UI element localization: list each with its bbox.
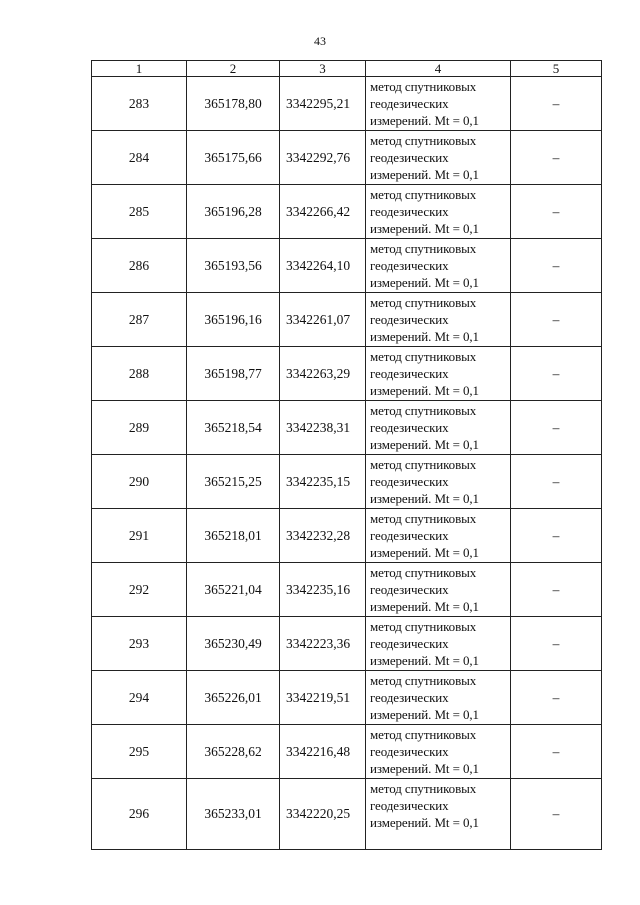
header-col-4: 4	[366, 61, 511, 77]
table-row	[92, 617, 602, 671]
x-coordinate-cell: 365228,62	[187, 725, 280, 779]
point-number-cell: 294	[92, 671, 187, 725]
y-coordinate-cell: 3342219,51	[280, 671, 366, 725]
method-cell	[366, 455, 511, 509]
method-text-line: измерений. Mt = 0,1	[370, 545, 479, 560]
method-text-line: измерений. Mt = 0,1	[370, 815, 479, 830]
method-text-line: метод спутниковых	[370, 457, 477, 472]
point-number-cell: 285	[92, 185, 187, 239]
method-cell	[366, 779, 511, 850]
method-text-line: геодезических	[370, 582, 449, 597]
note-cell: –	[511, 617, 602, 671]
x-coordinate-cell: 365196,28	[187, 185, 280, 239]
page-number: 43	[314, 34, 326, 48]
method-cell	[366, 239, 511, 293]
y-coordinate-cell: 3342238,31	[280, 401, 366, 455]
note-cell: –	[511, 185, 602, 239]
header-col-1: 1	[92, 61, 187, 77]
y-coordinate-cell: 3342232,28	[280, 509, 366, 563]
method-text-line: геодезических	[370, 150, 449, 165]
method-text-line: измерений. Mt = 0,1	[370, 761, 479, 776]
method-cell	[366, 401, 511, 455]
y-coordinate-cell: 3342216,48	[280, 725, 366, 779]
method-cell	[366, 131, 511, 185]
point-number-cell: 287	[92, 293, 187, 347]
table-row	[92, 293, 602, 347]
method-text-line: геодезических	[370, 204, 449, 219]
y-coordinate-cell: 3342223,36	[280, 617, 366, 671]
note-cell: –	[511, 347, 602, 401]
method-text-line: геодезических	[370, 420, 449, 435]
note-cell: –	[511, 671, 602, 725]
method-text-line: метод спутниковых	[370, 133, 477, 148]
table-row	[92, 131, 602, 185]
method-text-line: метод спутниковых	[370, 187, 477, 202]
point-number-cell: 293	[92, 617, 187, 671]
method-text-line: геодезических	[370, 636, 449, 651]
method-text-line: метод спутниковых	[370, 619, 477, 634]
y-coordinate-cell: 3342263,29	[280, 347, 366, 401]
table-header	[92, 61, 602, 77]
method-text-line: метод спутниковых	[370, 565, 477, 580]
point-number-cell: 283	[92, 77, 187, 131]
coordinates-table	[91, 60, 602, 850]
y-coordinate-cell: 3342266,42	[280, 185, 366, 239]
method-cell	[366, 77, 511, 131]
method-text-line: измерений. Mt = 0,1	[370, 653, 479, 668]
table-row	[92, 725, 602, 779]
method-cell	[366, 725, 511, 779]
note-cell: –	[511, 131, 602, 185]
method-text-line: геодезических	[370, 690, 449, 705]
method-text-line: измерений. Mt = 0,1	[370, 383, 479, 398]
note-cell: –	[511, 77, 602, 131]
note-cell: –	[511, 293, 602, 347]
x-coordinate-cell: 365230,49	[187, 617, 280, 671]
method-text-line: измерений. Mt = 0,1	[370, 437, 479, 452]
x-coordinate-cell: 365193,56	[187, 239, 280, 293]
x-coordinate-cell: 365226,01	[187, 671, 280, 725]
method-text-line: измерений. Mt = 0,1	[370, 221, 479, 236]
note-cell: –	[511, 401, 602, 455]
header-col-2: 2	[187, 61, 280, 77]
table-body	[92, 77, 602, 850]
point-number-cell: 290	[92, 455, 187, 509]
note-cell: –	[511, 563, 602, 617]
point-number-cell: 296	[92, 779, 187, 850]
method-text-line: геодезических	[370, 312, 449, 327]
method-text-line: геодезических	[370, 744, 449, 759]
table-row	[92, 671, 602, 725]
method-text-line: измерений. Mt = 0,1	[370, 599, 479, 614]
note-cell: –	[511, 455, 602, 509]
point-number-cell: 295	[92, 725, 187, 779]
method-text-line: измерений. Mt = 0,1	[370, 707, 479, 722]
table-row	[92, 77, 602, 131]
method-cell	[366, 293, 511, 347]
y-coordinate-cell: 3342235,15	[280, 455, 366, 509]
y-coordinate-cell: 3342235,16	[280, 563, 366, 617]
table-row	[92, 779, 602, 850]
method-text-line: метод спутниковых	[370, 241, 477, 256]
point-number-cell: 289	[92, 401, 187, 455]
point-number-cell: 292	[92, 563, 187, 617]
point-number-cell: 284	[92, 131, 187, 185]
note-cell: –	[511, 779, 602, 850]
method-text-line: измерений. Mt = 0,1	[370, 167, 479, 182]
x-coordinate-cell: 365198,77	[187, 347, 280, 401]
method-cell	[366, 671, 511, 725]
point-number-cell: 291	[92, 509, 187, 563]
header-row	[92, 61, 602, 77]
method-text-line: геодезических	[370, 96, 449, 111]
header-col-3: 3	[280, 61, 366, 77]
method-text-line: геодезических	[370, 258, 449, 273]
note-cell: –	[511, 509, 602, 563]
method-text-line: метод спутниковых	[370, 673, 477, 688]
point-number-cell: 288	[92, 347, 187, 401]
note-cell: –	[511, 239, 602, 293]
table-row	[92, 401, 602, 455]
method-text-line: метод спутниковых	[370, 403, 477, 418]
y-coordinate-cell: 3342264,10	[280, 239, 366, 293]
x-coordinate-cell: 365218,54	[187, 401, 280, 455]
y-coordinate-cell: 3342292,76	[280, 131, 366, 185]
table-row	[92, 563, 602, 617]
note-cell: –	[511, 725, 602, 779]
method-text-line: измерений. Mt = 0,1	[370, 275, 479, 290]
header-col-5: 5	[511, 61, 602, 77]
table-row	[92, 185, 602, 239]
method-text-line: измерений. Mt = 0,1	[370, 329, 479, 344]
method-text-line: геодезических	[370, 798, 449, 813]
method-cell	[366, 509, 511, 563]
method-text-line: метод спутниковых	[370, 295, 477, 310]
x-coordinate-cell: 365215,25	[187, 455, 280, 509]
y-coordinate-cell: 3342261,07	[280, 293, 366, 347]
x-coordinate-cell: 365178,80	[187, 77, 280, 131]
x-coordinate-cell: 365233,01	[187, 779, 280, 850]
method-text-line: метод спутниковых	[370, 349, 477, 364]
x-coordinate-cell: 365175,66	[187, 131, 280, 185]
method-text-line: метод спутниковых	[370, 727, 477, 742]
method-text-line: измерений. Mt = 0,1	[370, 491, 479, 506]
method-text-line: метод спутниковых	[370, 511, 477, 526]
method-text-line: измерений. Mt = 0,1	[370, 113, 479, 128]
point-number-cell: 286	[92, 239, 187, 293]
table-row	[92, 347, 602, 401]
y-coordinate-cell: 3342295,21	[280, 77, 366, 131]
method-text-line: геодезических	[370, 366, 449, 381]
method-cell	[366, 617, 511, 671]
method-text-line: метод спутниковых	[370, 781, 477, 796]
method-cell	[366, 347, 511, 401]
x-coordinate-cell: 365218,01	[187, 509, 280, 563]
method-text-line: геодезических	[370, 528, 449, 543]
table-row	[92, 509, 602, 563]
x-coordinate-cell: 365196,16	[187, 293, 280, 347]
table-row	[92, 455, 602, 509]
method-text-line: геодезических	[370, 474, 449, 489]
method-text-line: метод спутниковых	[370, 79, 477, 94]
method-cell	[366, 185, 511, 239]
method-cell	[366, 563, 511, 617]
table-row	[92, 239, 602, 293]
x-coordinate-cell: 365221,04	[187, 563, 280, 617]
y-coordinate-cell: 3342220,25	[280, 779, 366, 850]
